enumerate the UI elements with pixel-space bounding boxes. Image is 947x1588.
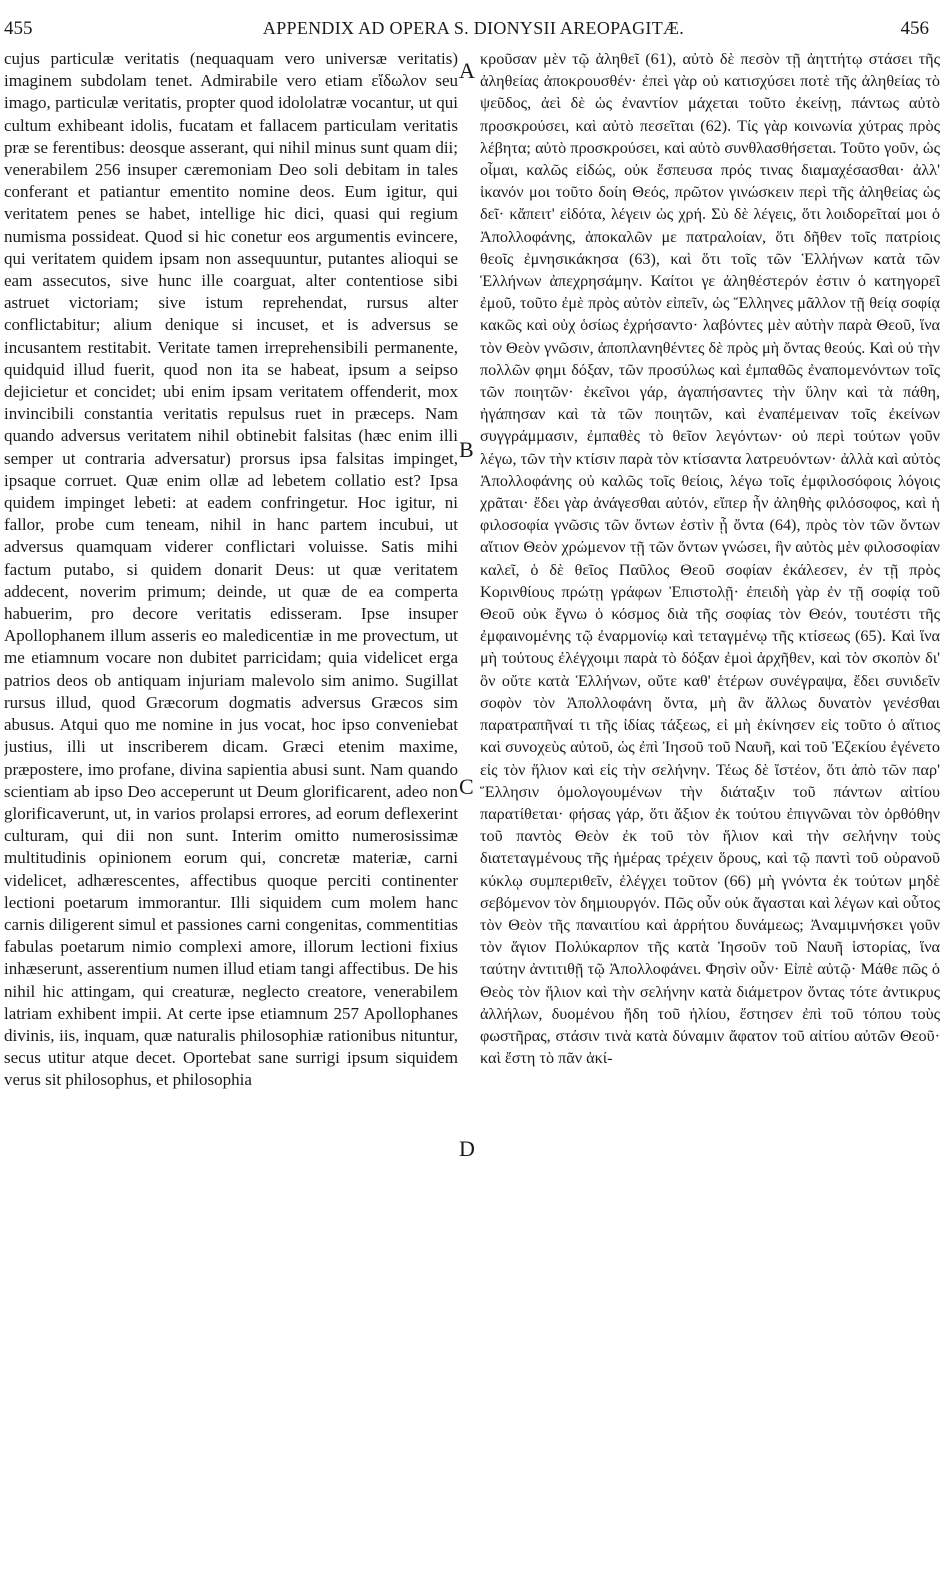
running-head	[0, 18, 947, 44]
margin-marker-d: D	[459, 1136, 475, 1161]
latin-column	[4, 48, 458, 1578]
margin-marker-c: C	[459, 774, 474, 799]
greek-text: κροῦσαν μὲν τῷ ἀληθεῖ (61), αὐτὸ δὲ πεσὸν τῇ ἀηττήτῳ στάσει τῆς ἀληθείας ἀποκρουσθέν· ἐπεὶ γὰρ οὐ κατισχύσει ποτὲ τῆς ἀληθείας τὸ ψεῦδος, ἀεὶ δὲ ὡς ἐναντίον μάχεται τοῦτο ἐκείνῃ, πάντως αὐτὸ προσκρούσει, καὶ αὐτὸ πεσεῖται (62). Τίς γὰρ κοινωνία χύτρας πρὸς λέβητα; αὐτὸ προσκρούσει, καὶ αὐτὸ συνθλασθήσεται. Τοῦτο γοῦν, ὡς οἶμαι, καλῶς εἰδώς, οὐκ ἔσπευσα πρός τινας διαμαχέσασθαι· ἀλλ' ἱκανόν μοι τοῦτο δοίη Θεός, πρῶτον γινώσκειν περὶ τῆς ἀληθείας ὡς δεῖ· κἄπειτ' εἰδότα, λέγειν ὡς χρή. Σὺ δὲ λέγεις, ὅτι λοιδορεῖταί μοι ὁ Ἀπολλοφάνης, ἀποκαλῶν με πατραλοίαν, ὅτι δῆθεν τοῖς πατρίοις θεοῖς ἐμνησικάκησα (63), καὶ ὅτι τοῖς τῶν Ἑλλήνων κατὰ τῶν Ἑλλήνων ἀπεχρησάμην. Καίτοι γε ἀληθέστερόν ἐστιν ὁ κατηγορεῖ ἐμοῦ, τοῦτο ἐμὲ πρὸς αὐτὸν εἰπεῖν, ὡς Ἕλληνες μᾶλλον τῇ θείᾳ σοφίᾳ κακῶς καὶ οὐχ ὁσίως ἐχρήσαντο· λαβόντες μὲν αὐτὴν παρὰ Θεοῦ, ἵνα τὸν Θεὸν γνῶσιν, ἀποπλανηθέντες δὲ πρὸς μὴ ὄντας θεούς. Καὶ οὐ τὴν πολλῶν φημι δόξαν, τῶν προσύλως καὶ ἐμπαθῶς ἐναπομενόντων τοῖς τῶν ποιητῶν· ἐκεῖνοι γάρ, ἀγαπήσαντες τὴν ὕλην καὶ τὰ πάθη, ἠγάπησαν καὶ τὰ τῶν ποιητῶν, καὶ ἐναπέμειναν τοῖς ἐκείνων συγγράμμασιν, ἐμπαθὲς τὸ θεῖον λεγόντων· οὐ περὶ τούτων γοῦν λέγω, τῶν τὴν κτίσιν παρὰ τὸν κτίσαντα λατρευόντων· ἀλλὰ καὶ αὐτὸς Ἀπολλοφάνης οὐ καλῶς τοῖς θείοις, λέγω τοῖς ἐμφιλοσόφοις λόγοις χρᾶται· ἔδει γὰρ ἀνάγεσθαι αὐτόν, εἴπερ ἦν ἀληθὴς φιλόσοφος, καὶ ἡ φιλοσοφία γνῶσις τῶν ὄντων ἐστὶν ᾗ ὄντα (64), πρὸς τὸν τῶν ὄντων αἴτιον Θεὸν χρώμενον τῇ τῶν ὄντων γνώσει, ἣν αὐτὸς μὲν φιλοσοφίαν καλεῖ, ὁ δὲ θεῖος Παῦλος Θεοῦ σοφίαν ἐκάλεσεν, ἐν τῇ πρὸς Κορινθίους πρώτῃ γράφων Ἐπιστολῇ· ἐπειδὴ γὰρ ἐν τῇ σοφίᾳ τοῦ Θεοῦ οὐκ ἔγνω ὁ κόσμος διὰ τῆς σοφίας τὸν Θεόν, τουτέστι τῆς ἐμφαινομένης τῷ ἐναρμονίῳ καὶ τεταγμένῳ τῆς κτίσεως (65). Καὶ ἵνα μὴ τούτους ἐλέγχοιμι παρὰ τὸ δόξαν ἐμοὶ ἀρχῆθεν, καὶ τὸν σκοπὸν δι' ὃν οὔτε κατὰ Ἑλλήνων, οὔτε καθ' ἑτέρων συνέγραψα, ἔδει συνιδεῖν σοφὸν τὸν Ἀπολλοφάνη ὄντα, μὴ ἂν ἄλλως δυνατὸν γενέσθαι παρατραπῆναί τι τῆς ἰδίας τάξεως, εἰ μὴ ἐκίνησεν εἰς τοῦτο ὁ αἴτιος καὶ συνοχεὺς αὐτοῦ, ὡς ἐπὶ Ἰησοῦ τοῦ Ναυῆ, καὶ τοῦ Ἐζεκίου ἐγένετο εἰς τὸν ἥλιον καὶ εἰς τὴν σελήνην. Τέως δὲ ἴστέον, ὅτι ἀπὸ τῶν παρ' Ἕλλησιν ὁμολογουμένων τὴν διάταξιν τοῦ πάντων αἰτίου παρατίθεται· φήσας γάρ, ὅτι ἄξιον ἐκ τούτου ἐπιγνῶναι τὸν ὀρθόθην τοῦ παντὸς Θεὸν ἐκ τοῦ τὸν ἥλιον καὶ τὴν σελήνην τοὺς διατεταγμένους τῆς ἡμέρας τρέχειν ὅρους, καὶ τῷ παντὶ τοῦ οὐρανοῦ κύκλῳ συμπεριθεῖν, ἐλέγχει τοῦτον (66) μὴ γνόντα ἐκ τούτων μηδὲ σεβόμενον τὸν δημιουργόν. Πῶς οὖν οὐκ ἄγασται καὶ λέγων καὶ οὗτος τὸν Θεὸν τῆς παναιτίου καὶ ἀρρήτου δυνάμεως; Ἀναμιμνήσκει γοῦν τὸν ἅγιον Πολύκαρπον τῆς κατὰ Ἰησοῦν τοῦ Ναυῆ ἱστορίας, ἵνα ταύτην ἀντιτιθῇ τῷ Ἀπολλοφάνει. Φησὶν οὖν· Εἰπὲ αὐτῷ· Μάθε πῶς ὁ Θεὸς τὸν ἥλιον καὶ τὴν σελήνην κατὰ διάμετρον ὄντας τότε ἀντικρυς ἀλλήλων, δυομένου ἤδη τοῦ ἡλίου, ἔστησεν ἐπὶ τοῦ τόπου τοὺς φωστῆρας, στάσιν τινὰ κατὰ δύναμιν ἄφατον τοῦ αἰτίου αὐτῶν Θεοῦ· καὶ ἔστη τὸ πᾶν ἀκί-	[480, 50, 940, 1068]
greek-column	[480, 48, 940, 1578]
margin-marker-a: A	[459, 58, 475, 83]
latin-text: cujus particulæ veritatis (nequaquam vero universæ veritatis) imaginem subdolam tenet. Admirabile vero etiam εἴδωλον seu imago, particulæ veritatis, propter quod idololatræ vocantur, ut qui cultum exhibeant idolis, fucatam et fallacem particulam veritatis præ se ferentibus: deosque asserant, qui nihil minus sunt quam dii; venerabilem 256 insuper cæremoniam Deo soli debitam in tales conferant et patiantur ementito nomine deos. Eum igitur, qui veritatem penes se habet, intellige hic dici, quasi qui regium numisma possideat. Quod si hic conetur eos argumentis evincere, qui veritatem quidem ipsam non assequuntur, putantes alioqui se eam assecutos, sive hunc ille coarguat, alter contentiose sibi astruet victoriam; sive istum reprehendat, rursus alter conflictabitur; alium denique si incuset, et is adversus se incusantem restitabit. Veritate tamen irreprehensibili permanente, quidquid illud fuerit, quod non ita se habeat, ipsum a seipso dejicietur et concidet; ubi enim ipsam veritatem offenderit, mox invincibili constantia veritatis repulsus ruet in præceps. Nam quando adversus veritatem nihil obtinebit falsitas (hæc enim illi semper ut contraria adversatur) prorsus ipsa falsitas impinget, ipsaque corruet. Quæ enim ollæ ad lebetem collatio est? Ipsa quidem impinget lebeti: at eadem confringetur. Hoc igitur, ni fallor, probe cum teneam, nihil in hanc partem incubui, ut adversus quamquam viderer conflictari voluisse. Satis mihi factum putabo, si quidem donarit Deus: ut quæ veritatem addecent, noverim primum; deinde, ut quæ de ea comperta habuerim, pro decore veritatis edisseram. Ipse insuper Apollophanem illum asseris eo maledicentiæ in me provectum, ut me etiamnum vocare non dubitet parricidam; quia videlicet erga patrios deos ob antiquam injuriam malevolo sim animo. Sugillat rursus illud, quod Græcorum dogmatis adversus Græcos sim abusus. Atqui quo me nomine in jus vocat, hoc ipso conveniebat justius, illi ut inscriberem dicam. Græci etenim maxime, præpostere, imo profane, divina sapientia abusi sunt. Nam quando scientiam ab ipso Deo acceperunt ut Deum glorificarent, adeo non glorificaverunt, ut, in varios prolapsi errores, ad eorum deflexerint culturam, qui dii non sunt. Interim omitto numerosissimæ multitudinis opinionem eorum qui, concretæ materiæ, carni videlicet, adhærescentes, affectibus quoque perciti continenter lectioni poetarum immorantur. Illi siquidem cum molem hanc carnis diligerent simul et passiones carni congenitas, commentitias fabulas poetarum nimio complexi amore, illorum lectioni fixius inhæserunt, asserentium numen illud etiam tangi affectibus. De his nihil hic attingam, qui creaturæ, neglecto creatore, venerabilem latriam exhibent impii. At certe ipse etiamnum 257 Apollophanes divinis, iis, inquam, quæ naturalis philosophiæ rationibus nituntur, secus utitur atque decet. Oportebat sane surrigi ipsum siquidem verus sit philosophus, et philosophia	[4, 49, 458, 1090]
page-number-right: 456	[900, 18, 929, 39]
margin-marker-b: B	[459, 437, 474, 462]
page-number-left: 455	[4, 18, 33, 39]
running-title: APPENDIX AD OPERA S. DIONYSII AREOPAGITÆ.	[262, 18, 685, 38]
